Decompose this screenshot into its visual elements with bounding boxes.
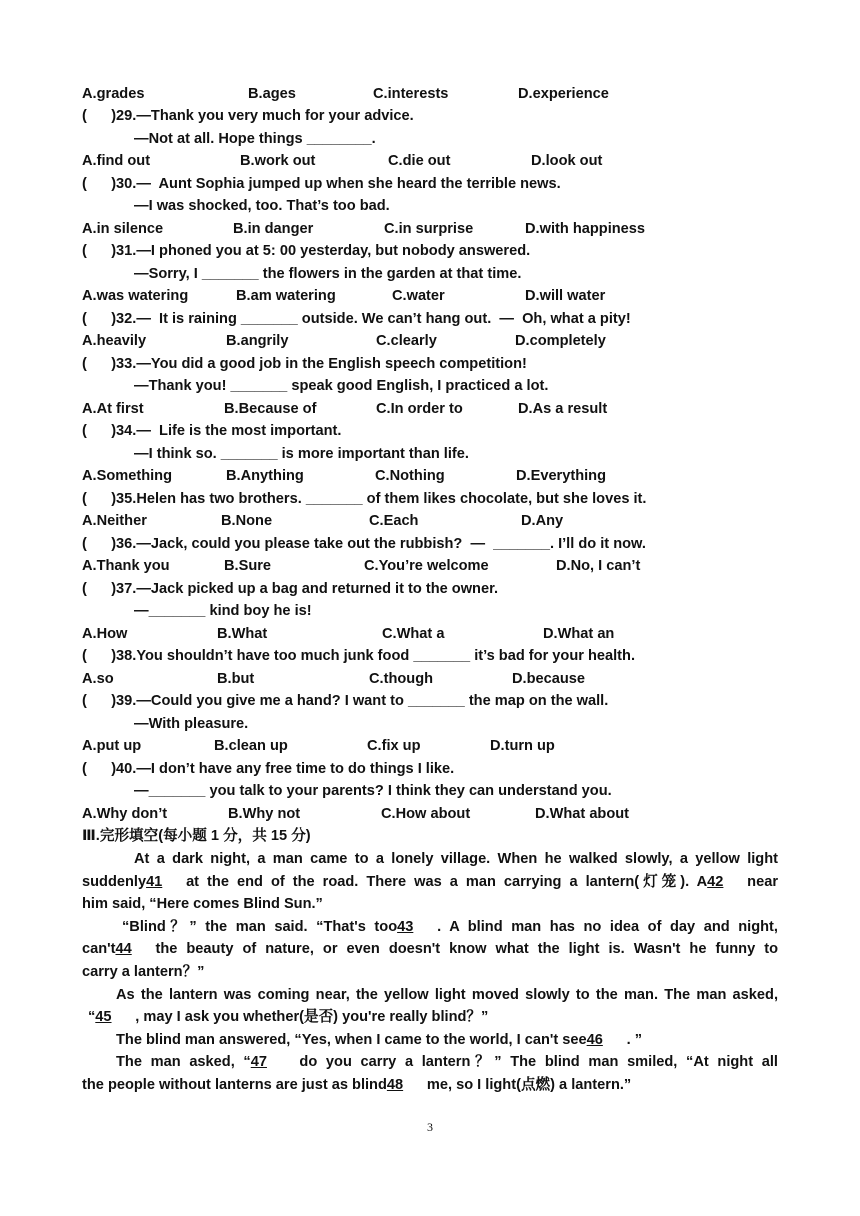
blank-47[interactable]: 47 (250, 1054, 267, 1071)
question-38: ( )38.You shouldn’t have too much junk food _______ it’s bad for your health. (82, 648, 636, 664)
option-c: C.though (369, 671, 434, 687)
question-34-reply: —I think so. _______ is more important than life. (134, 446, 469, 462)
option-b: B.Anything (226, 468, 304, 484)
passage-text: near (747, 873, 778, 890)
option-b: B.clean up (214, 738, 288, 754)
option-row (0, 399, 860, 419)
option-b: B.in danger (233, 221, 314, 237)
blank-48[interactable]: 48 (386, 1076, 404, 1093)
option-c: C.water (392, 288, 445, 304)
passage-text: can't (82, 941, 116, 958)
option-c: C.What a (382, 626, 445, 642)
option-row (0, 286, 860, 306)
passage-text: “Blind？” the man said. “That's too (122, 918, 398, 935)
option-a: A.was watering (82, 288, 189, 304)
question-29-reply: —Not at all. Hope things ________. (134, 131, 376, 147)
option-c: C.How about (381, 806, 471, 822)
option-b: B.None (221, 513, 273, 529)
question-34: ( )34.— Life is the most important. (82, 423, 342, 439)
passage-line (82, 961, 778, 984)
option-b: B.but (217, 671, 255, 687)
passage-line (82, 1029, 778, 1052)
option-a: A.grades (82, 86, 145, 102)
passage-line (82, 893, 778, 916)
question-37: ( )37.—Jack picked up a bag and returned it to the owner. (82, 581, 499, 597)
question-32: ( )32.— It is raining _______ outside. We can’t hang out. — Oh, what a pity! (82, 311, 631, 327)
passage-text: the beauty of nature, or even doesn't know what the light is. Wasn't he funny to (155, 941, 778, 958)
passage-text: . ” (626, 1031, 643, 1048)
option-row (0, 511, 860, 531)
option-b: B.angrily (226, 333, 289, 349)
blank-45[interactable]: 45 (95, 1009, 112, 1026)
question-36: ( )36.—Jack, could you please take out the rubbish? — _______. I’ll do it now. (82, 536, 646, 552)
option-a: A.Something (82, 468, 172, 484)
passage-text: . A blind man has no idea of day and night, (437, 918, 778, 935)
option-d: D.because (512, 671, 586, 687)
blank-44[interactable]: 44 (115, 941, 132, 958)
option-d: D.will water (525, 288, 606, 304)
option-b: B.Why not (228, 806, 301, 822)
option-a: A.At first (82, 401, 144, 417)
question-35: ( )35.Helen has two brothers. _______ of them likes chocolate, but she loves it. (82, 491, 647, 507)
option-row (0, 84, 860, 104)
option-d: D.completely (515, 333, 606, 349)
page-number: 3 (427, 1120, 433, 1134)
passage-text: “ (88, 1009, 96, 1026)
passage-text: The man asked, “ (116, 1054, 251, 1071)
option-row (0, 669, 860, 689)
option-d: D.What an (543, 626, 615, 642)
option-row (0, 624, 860, 644)
option-c: C.Each (369, 513, 419, 529)
option-c: C.die out (388, 153, 451, 169)
passage-line (82, 938, 778, 961)
blank-41[interactable]: 41 (146, 873, 163, 890)
option-row (0, 151, 860, 171)
passage-line (82, 871, 778, 894)
option-row (0, 804, 860, 824)
option-d: D.What about (535, 806, 630, 822)
option-a: A.so (82, 671, 114, 687)
option-c: C.in surprise (384, 221, 474, 237)
passage-text: the people without lanterns are just as blind (82, 1076, 387, 1093)
question-37-reply: —_______ kind boy he is! (134, 603, 312, 619)
question-31-reply: —Sorry, I _______ the flowers in the garden at that time. (134, 266, 522, 282)
option-a: A.heavily (82, 333, 147, 349)
passage-line (82, 1051, 778, 1074)
passage-line (82, 848, 778, 871)
question-30-reply: —I was shocked, too. That’s too bad. (134, 198, 390, 214)
passage-text: The blind man answered, “Yes, when I came to the world, I can't see (116, 1031, 587, 1048)
option-d: D.Any (521, 513, 564, 529)
cloze-passage (82, 848, 778, 1097)
option-c: C.clearly (376, 333, 437, 349)
passage-text: at the end of the road. There was a man carrying a lantern(灯笼). A (186, 873, 708, 890)
option-a: A.Why don’t (82, 806, 168, 822)
option-c: C.interests (373, 86, 449, 102)
option-c: C.fix up (367, 738, 421, 754)
passage-line (82, 916, 778, 939)
option-b: B.What (217, 626, 268, 642)
question-40-reply: —_______ you talk to your parents? I think they can understand you. (134, 783, 612, 799)
passage-text: me, so I light(点燃) a lantern.” (426, 1076, 632, 1093)
option-a: A.put up (82, 738, 142, 754)
option-d: D.with happiness (525, 221, 646, 237)
option-row (0, 331, 860, 351)
option-d: D.turn up (490, 738, 555, 754)
option-b: B.Sure (224, 558, 272, 574)
option-a: A.How (82, 626, 128, 642)
option-d: D.No, I can’t (556, 558, 641, 574)
option-c: C.Nothing (375, 468, 445, 484)
question-39: ( )39.—Could you give me a hand? I want to _______ the map on the wall. (82, 693, 609, 709)
option-d: D.Everything (516, 468, 607, 484)
option-row (0, 466, 860, 486)
question-39-reply: —With pleasure. (134, 716, 249, 732)
option-a: A.Thank you (82, 558, 170, 574)
passage-line (82, 1006, 778, 1029)
option-a: A.Neither (82, 513, 147, 529)
blank-43[interactable]: 43 (397, 918, 414, 935)
option-a: A.in silence (82, 221, 164, 237)
passage-text: At a dark night, a man came to a lonely village. When he walked slowly, a yellow light (134, 851, 778, 867)
question-31: ( )31.—I phoned you at 5: 00 yesterday, but nobody answered. (82, 243, 531, 259)
section-heading: Ⅲ.完形填空(每小题 1 分，共 15 分) (82, 828, 311, 844)
option-c: C.You’re welcome (364, 558, 489, 574)
passage-line (82, 1074, 778, 1097)
passage-text: suddenly (82, 873, 147, 890)
option-row (0, 736, 860, 756)
passage-line (82, 984, 778, 1007)
option-a: A.find out (82, 153, 151, 169)
question-30: ( )30.— Aunt Sophia jumped up when she heard the terrible news. (82, 176, 561, 192)
option-b: B.am watering (236, 288, 336, 304)
option-b: B.work out (240, 153, 316, 169)
option-b: B.Because of (224, 401, 317, 417)
option-d: D.look out (531, 153, 603, 169)
question-33: ( )33.—You did a good job in the English speech competition! (82, 356, 527, 372)
option-row (0, 556, 860, 576)
blank-42[interactable]: 42 (707, 873, 724, 890)
option-c: C.In order to (376, 401, 463, 417)
passage-text: , may I ask you whether(是否) you're really blind？” (135, 1009, 489, 1026)
option-d: D.As a result (518, 401, 608, 417)
option-row (0, 219, 860, 239)
question-40: ( )40.—I don’t have any free time to do things I like. (82, 761, 455, 777)
passage-text: As the lantern was coming near, the yellow light moved slowly to the man. The man asked, (116, 986, 778, 1003)
blank-46[interactable]: 46 (586, 1031, 603, 1048)
option-d: D.experience (518, 86, 609, 102)
passage-text: him said, “Here comes Blind Sun.” (82, 896, 323, 913)
passage-text: carry a lantern？” (82, 963, 205, 980)
question-29: ( )29.—Thank you very much for your advice. (82, 108, 414, 124)
option-b: B.ages (248, 86, 296, 102)
question-33-reply: —Thank you! _______ speak good English, I practiced a lot. (134, 378, 549, 394)
passage-text: do you carry a lantern？” The blind man smiled, “At night all (290, 1054, 778, 1071)
